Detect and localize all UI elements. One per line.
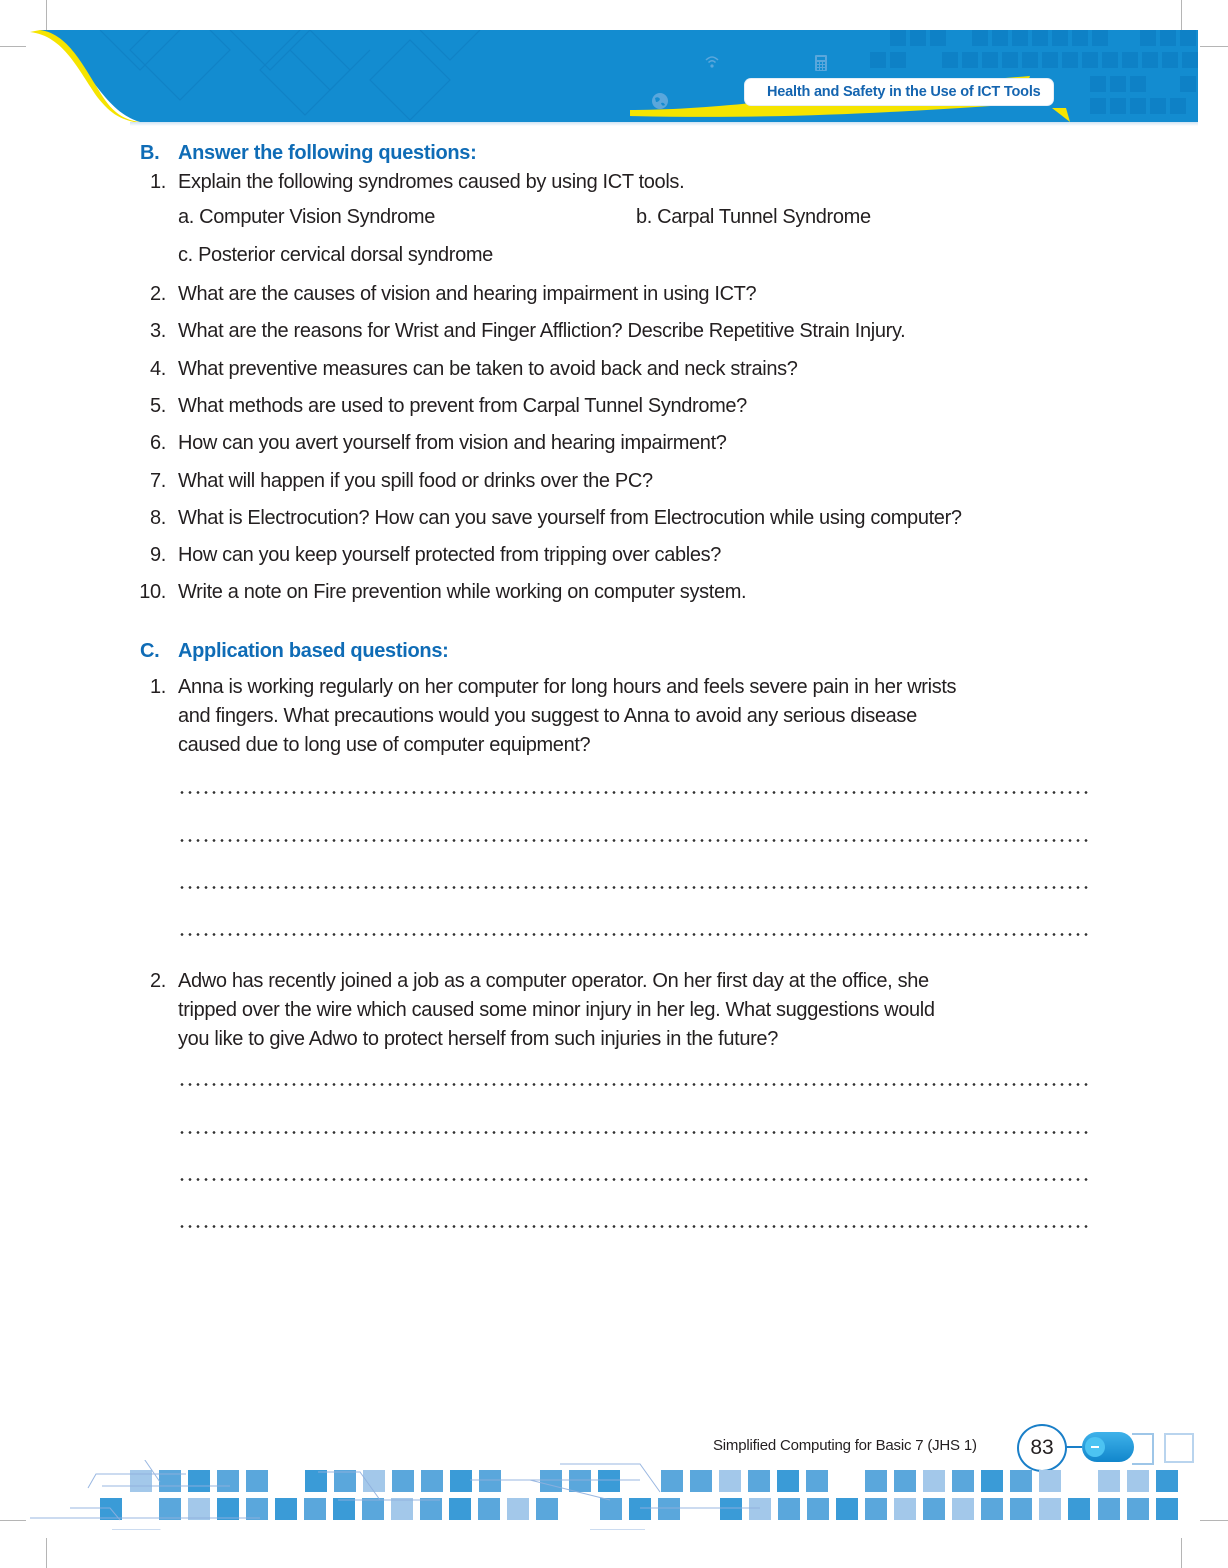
question-number: 2.	[150, 283, 166, 305]
question-line: tripped over the wire which caused some minor injury in her leg. What suggestions would	[178, 999, 935, 1021]
footer-tile	[391, 1498, 413, 1520]
footer-tile	[894, 1498, 916, 1520]
footer-tile	[720, 1498, 742, 1520]
footer-tile	[334, 1470, 356, 1492]
answer-line[interactable]	[178, 933, 1090, 936]
section-b-heading	[140, 142, 476, 165]
footer-tile	[450, 1470, 472, 1492]
chapter-title-badge	[745, 79, 1053, 105]
footer-tile	[478, 1498, 500, 1520]
question-text: How can you keep yourself protected from tripping over cables?	[178, 544, 722, 566]
question-number: 7.	[150, 470, 166, 492]
section-c-heading	[140, 640, 449, 663]
section-letter: C.	[140, 640, 160, 662]
question-number: 9.	[150, 544, 166, 566]
answer-line[interactable]	[178, 886, 1090, 889]
footer-tile	[1068, 1498, 1090, 1520]
footer-tile	[421, 1470, 443, 1492]
footer-tile	[188, 1470, 210, 1492]
footer-tile	[981, 1470, 1003, 1492]
question-text: What is Electrocution? How can you save yourself from Electrocution while using computer?	[178, 507, 962, 529]
question-number: 1.	[150, 171, 166, 193]
footer-tile	[130, 1470, 152, 1492]
question-number: 3.	[150, 320, 166, 342]
banner-background	[30, 30, 1198, 122]
footer-tile	[392, 1470, 414, 1492]
footer-tile	[188, 1498, 210, 1520]
footer-tile	[507, 1498, 529, 1520]
footer-tile	[598, 1470, 620, 1492]
footer-tile	[952, 1498, 974, 1520]
footer-tile	[420, 1498, 442, 1520]
question-line: Anna is working regularly on her computer for long hours and feels severe pain in her wrists	[178, 676, 957, 698]
question-number: 8.	[150, 507, 166, 529]
toggle-decoration	[1082, 1432, 1134, 1462]
section-title: Answer the following questions:	[178, 142, 477, 164]
footer-tile	[1098, 1470, 1120, 1492]
footer-tile	[333, 1498, 355, 1520]
footer-tile	[449, 1498, 471, 1520]
question-line: you like to give Adwo to protect herself from such injuries in the future?	[178, 1028, 778, 1050]
footer-tile	[923, 1498, 945, 1520]
globe-icon	[651, 92, 669, 115]
minus-icon	[1085, 1437, 1105, 1457]
answer-line[interactable]	[178, 1225, 1090, 1228]
connector-line	[1066, 1446, 1082, 1448]
footer-tile	[806, 1470, 828, 1492]
wifi-icon	[704, 54, 720, 75]
footer-tile	[1039, 1470, 1061, 1492]
footer-tile	[865, 1470, 887, 1492]
footer-tile	[600, 1498, 622, 1520]
question-line: Adwo has recently joined a job as a computer operator. On her first day at the office, she	[178, 970, 929, 992]
footer-tile	[1010, 1498, 1032, 1520]
footer-tile	[304, 1498, 326, 1520]
question-text: What are the reasons for Wrist and Finger Affliction? Describe Repetitive Strain Injury.	[178, 320, 906, 342]
footer-tile	[159, 1498, 181, 1520]
crop-mark	[46, 1538, 47, 1568]
footer-tile	[748, 1470, 770, 1492]
footer-tile	[569, 1470, 591, 1492]
banner-shadow	[130, 122, 1198, 126]
subitem: a. Computer Vision Syndrome	[178, 206, 435, 228]
footer-tile	[981, 1498, 1003, 1520]
footer-tile	[1039, 1498, 1061, 1520]
footer-tile	[540, 1470, 562, 1492]
answer-line[interactable]	[178, 1083, 1090, 1086]
question-line: and fingers. What precautions would you suggest to Anna to avoid any serious disease	[178, 705, 917, 727]
crop-mark	[0, 46, 26, 47]
footer-tile	[159, 1470, 181, 1492]
footer-tile	[246, 1470, 268, 1492]
crop-mark	[1181, 0, 1182, 30]
footer-tile	[1156, 1470, 1178, 1492]
footer-tile	[952, 1470, 974, 1492]
book-title: Simplified Computing for Basic 7 (JHS 1)	[713, 1437, 977, 1454]
footer-tile	[661, 1470, 683, 1492]
answer-line[interactable]	[178, 1131, 1090, 1134]
footer-tile	[807, 1498, 829, 1520]
question-text: Explain the following syndromes caused by using ICT tools.	[178, 171, 685, 193]
calculator-icon	[814, 54, 828, 77]
footer-tile	[1156, 1498, 1178, 1520]
footer-tile	[1010, 1470, 1032, 1492]
question-text: What will happen if you spill food or drinks over the PC?	[178, 470, 653, 492]
footer-tile	[777, 1470, 799, 1492]
header-banner	[30, 30, 1198, 122]
footer-tile	[1098, 1498, 1120, 1520]
question-number: 2.	[150, 970, 166, 992]
question-number: 4.	[150, 358, 166, 380]
question-text	[178, 673, 1098, 760]
footer-tile	[217, 1498, 239, 1520]
page-number: 83	[1017, 1424, 1067, 1472]
section-title: Application based questions:	[178, 640, 449, 662]
square-decoration	[1164, 1433, 1194, 1463]
question-text: What are the causes of vision and hearing impairment in using ICT?	[178, 283, 757, 305]
question-line: caused due to long use of computer equipment?	[178, 734, 591, 756]
answer-line[interactable]	[178, 1178, 1090, 1181]
question-text: What methods are used to prevent from Carpal Tunnel Syndrome?	[178, 395, 747, 417]
chapter-title: Health and Safety in the Use of ICT Tools	[767, 84, 1041, 100]
crop-mark	[1200, 46, 1228, 47]
question-number: 6.	[150, 432, 166, 454]
subitem: c. Posterior cervical dorsal syndrome	[178, 244, 493, 266]
question-text: Write a note on Fire prevention while working on computer system.	[178, 581, 747, 603]
question-number: 10.	[139, 581, 166, 603]
footer-tiles	[0, 1460, 1228, 1530]
question-number: 5.	[150, 395, 166, 417]
answer-line[interactable]	[178, 791, 1090, 794]
footer-tile	[658, 1498, 680, 1520]
footer-tile	[1127, 1470, 1149, 1492]
answer-line[interactable]	[178, 839, 1090, 842]
footer-tile	[778, 1498, 800, 1520]
footer-tile	[536, 1498, 558, 1520]
footer-tile	[865, 1498, 887, 1520]
footer-tile	[894, 1470, 916, 1492]
subitem: b. Carpal Tunnel Syndrome	[636, 206, 871, 228]
footer-tile	[836, 1498, 858, 1520]
footer-tile	[719, 1470, 741, 1492]
footer-tile	[362, 1498, 384, 1520]
footer-tile	[749, 1498, 771, 1520]
footer-tile	[305, 1470, 327, 1492]
crop-mark	[1181, 1538, 1182, 1568]
question-text	[178, 967, 1098, 1054]
question-number: 1.	[150, 676, 166, 698]
footer-tile	[479, 1470, 501, 1492]
question-text: What preventive measures can be taken to avoid back and neck strains?	[178, 358, 798, 380]
footer-tile	[629, 1498, 651, 1520]
question-text: How can you avert yourself from vision and hearing impairment?	[178, 432, 727, 454]
crop-mark	[46, 0, 47, 30]
footer-tile	[275, 1498, 297, 1520]
footer-tile	[923, 1470, 945, 1492]
footer-tile	[246, 1498, 268, 1520]
section-letter: B.	[140, 142, 160, 164]
footer-tile	[217, 1470, 239, 1492]
footer-tile	[690, 1470, 712, 1492]
footer-tile	[1127, 1498, 1149, 1520]
